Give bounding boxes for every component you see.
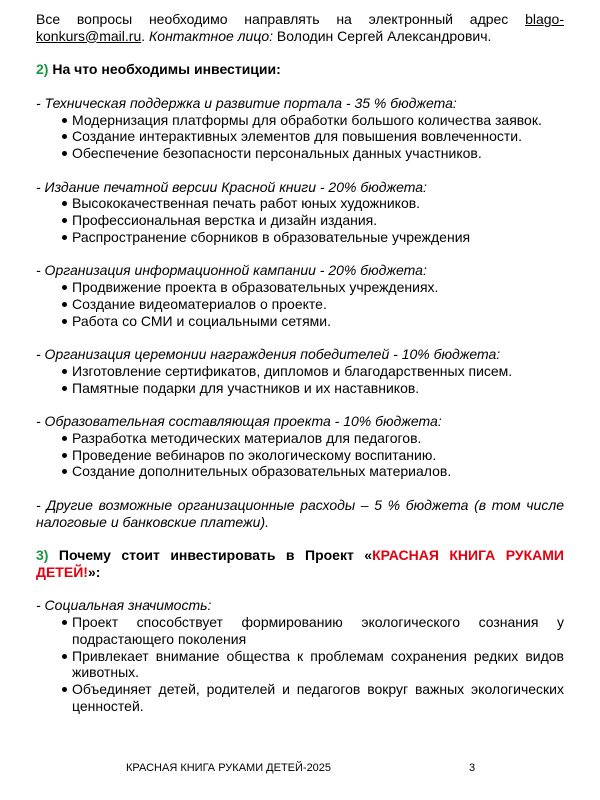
list-item: Продвижение проекта в образовательных учреждениях. [72,279,564,296]
budget-group-header: - Организация церемонии награждения победителей - 10% бюджета: [36,346,501,362]
budget-group-header: - Техническая поддержка и развитие портала - 35 % бюджета: [36,94,457,111]
budget-group-header: - Образовательная составляющая проекта - 10% бюджета: [36,413,442,429]
list-item: Памятные подарки для участников и их наставников. [72,380,564,397]
other-expenses: - Другие возможные организационные расходы – 5 % бюджета (в том числе налоговые и банковские платежи). [36,496,564,530]
list-item: Модернизация платформы для обработки большого количества заявок. [72,112,564,129]
list-item: Разработка методических материалов для педагогов. [72,430,564,447]
list-item: Работа со СМИ и социальными сетями. [72,313,564,330]
list-item: Проект способствует формированию экологического сознания у подрастающего поколения [72,614,564,647]
section-2-heading: 2) На что необходимы инвестиции: [36,61,281,78]
email-link[interactable]: blago-konkurs@mail.ru [36,11,564,44]
contact-paragraph: Все вопросы необходимо направлять на электронный адрес blago-konkurs@mail.ru. Контактное лицо: Володин Сергей Александрович. [36,11,564,44]
list-item: Объединяет детей, родителей и педагогов вокруг важных экологических ценностей. [72,681,564,714]
budget-group-list [36,112,564,162]
list-item: Высококачественная печать работ юных художников. [72,195,564,212]
footer-title: КРАСНАЯ КНИГА РУКАМИ ДЕТЕЙ-2025 [126,762,332,774]
budget-group-header: - Издание печатной версии Красной книги - 20% бюджета: [36,178,427,195]
social-significance-list [36,614,564,715]
social-significance-header: - Социальная значимость: [36,597,212,614]
list-item: Изготовление сертификатов, дипломов и благодарственных писем. [72,363,564,380]
budget-group-list [36,279,564,329]
list-item: Обеспечение безопасности персональных данных участников. [72,145,564,162]
list-item: Создание дополнительных образовательных материалов. [72,463,564,480]
section-3-heading: 3) Почему стоит инвестировать в Проект «КРАСНАЯ КНИГА РУКАМИ ДЕТЕЙ!»: [36,547,564,580]
page-number: 3 [469,762,476,774]
list-item: Распространение сборников в образовательные учреждения [72,229,564,246]
list-item: Привлекает внимание общества к проблемам сохранения редких видов животных. [72,647,564,681]
list-item: Создание видеоматериалов о проекте. [72,296,564,313]
budget-group-list [36,195,564,245]
list-item: Создание интерактивных элементов для повышения вовлеченности. [72,128,564,145]
document-body [36,11,564,715]
list-item: Проведение вебинаров по экологическому воспитанию. [72,447,564,464]
budget-group-list [36,430,564,480]
budget-group-list [36,363,564,397]
list-item: Профессиональная верстка и дизайн издания. [72,212,564,229]
budget-group-header: - Организация информационной кампании - 20% бюджета: [36,262,427,279]
investment-groups [36,95,564,497]
